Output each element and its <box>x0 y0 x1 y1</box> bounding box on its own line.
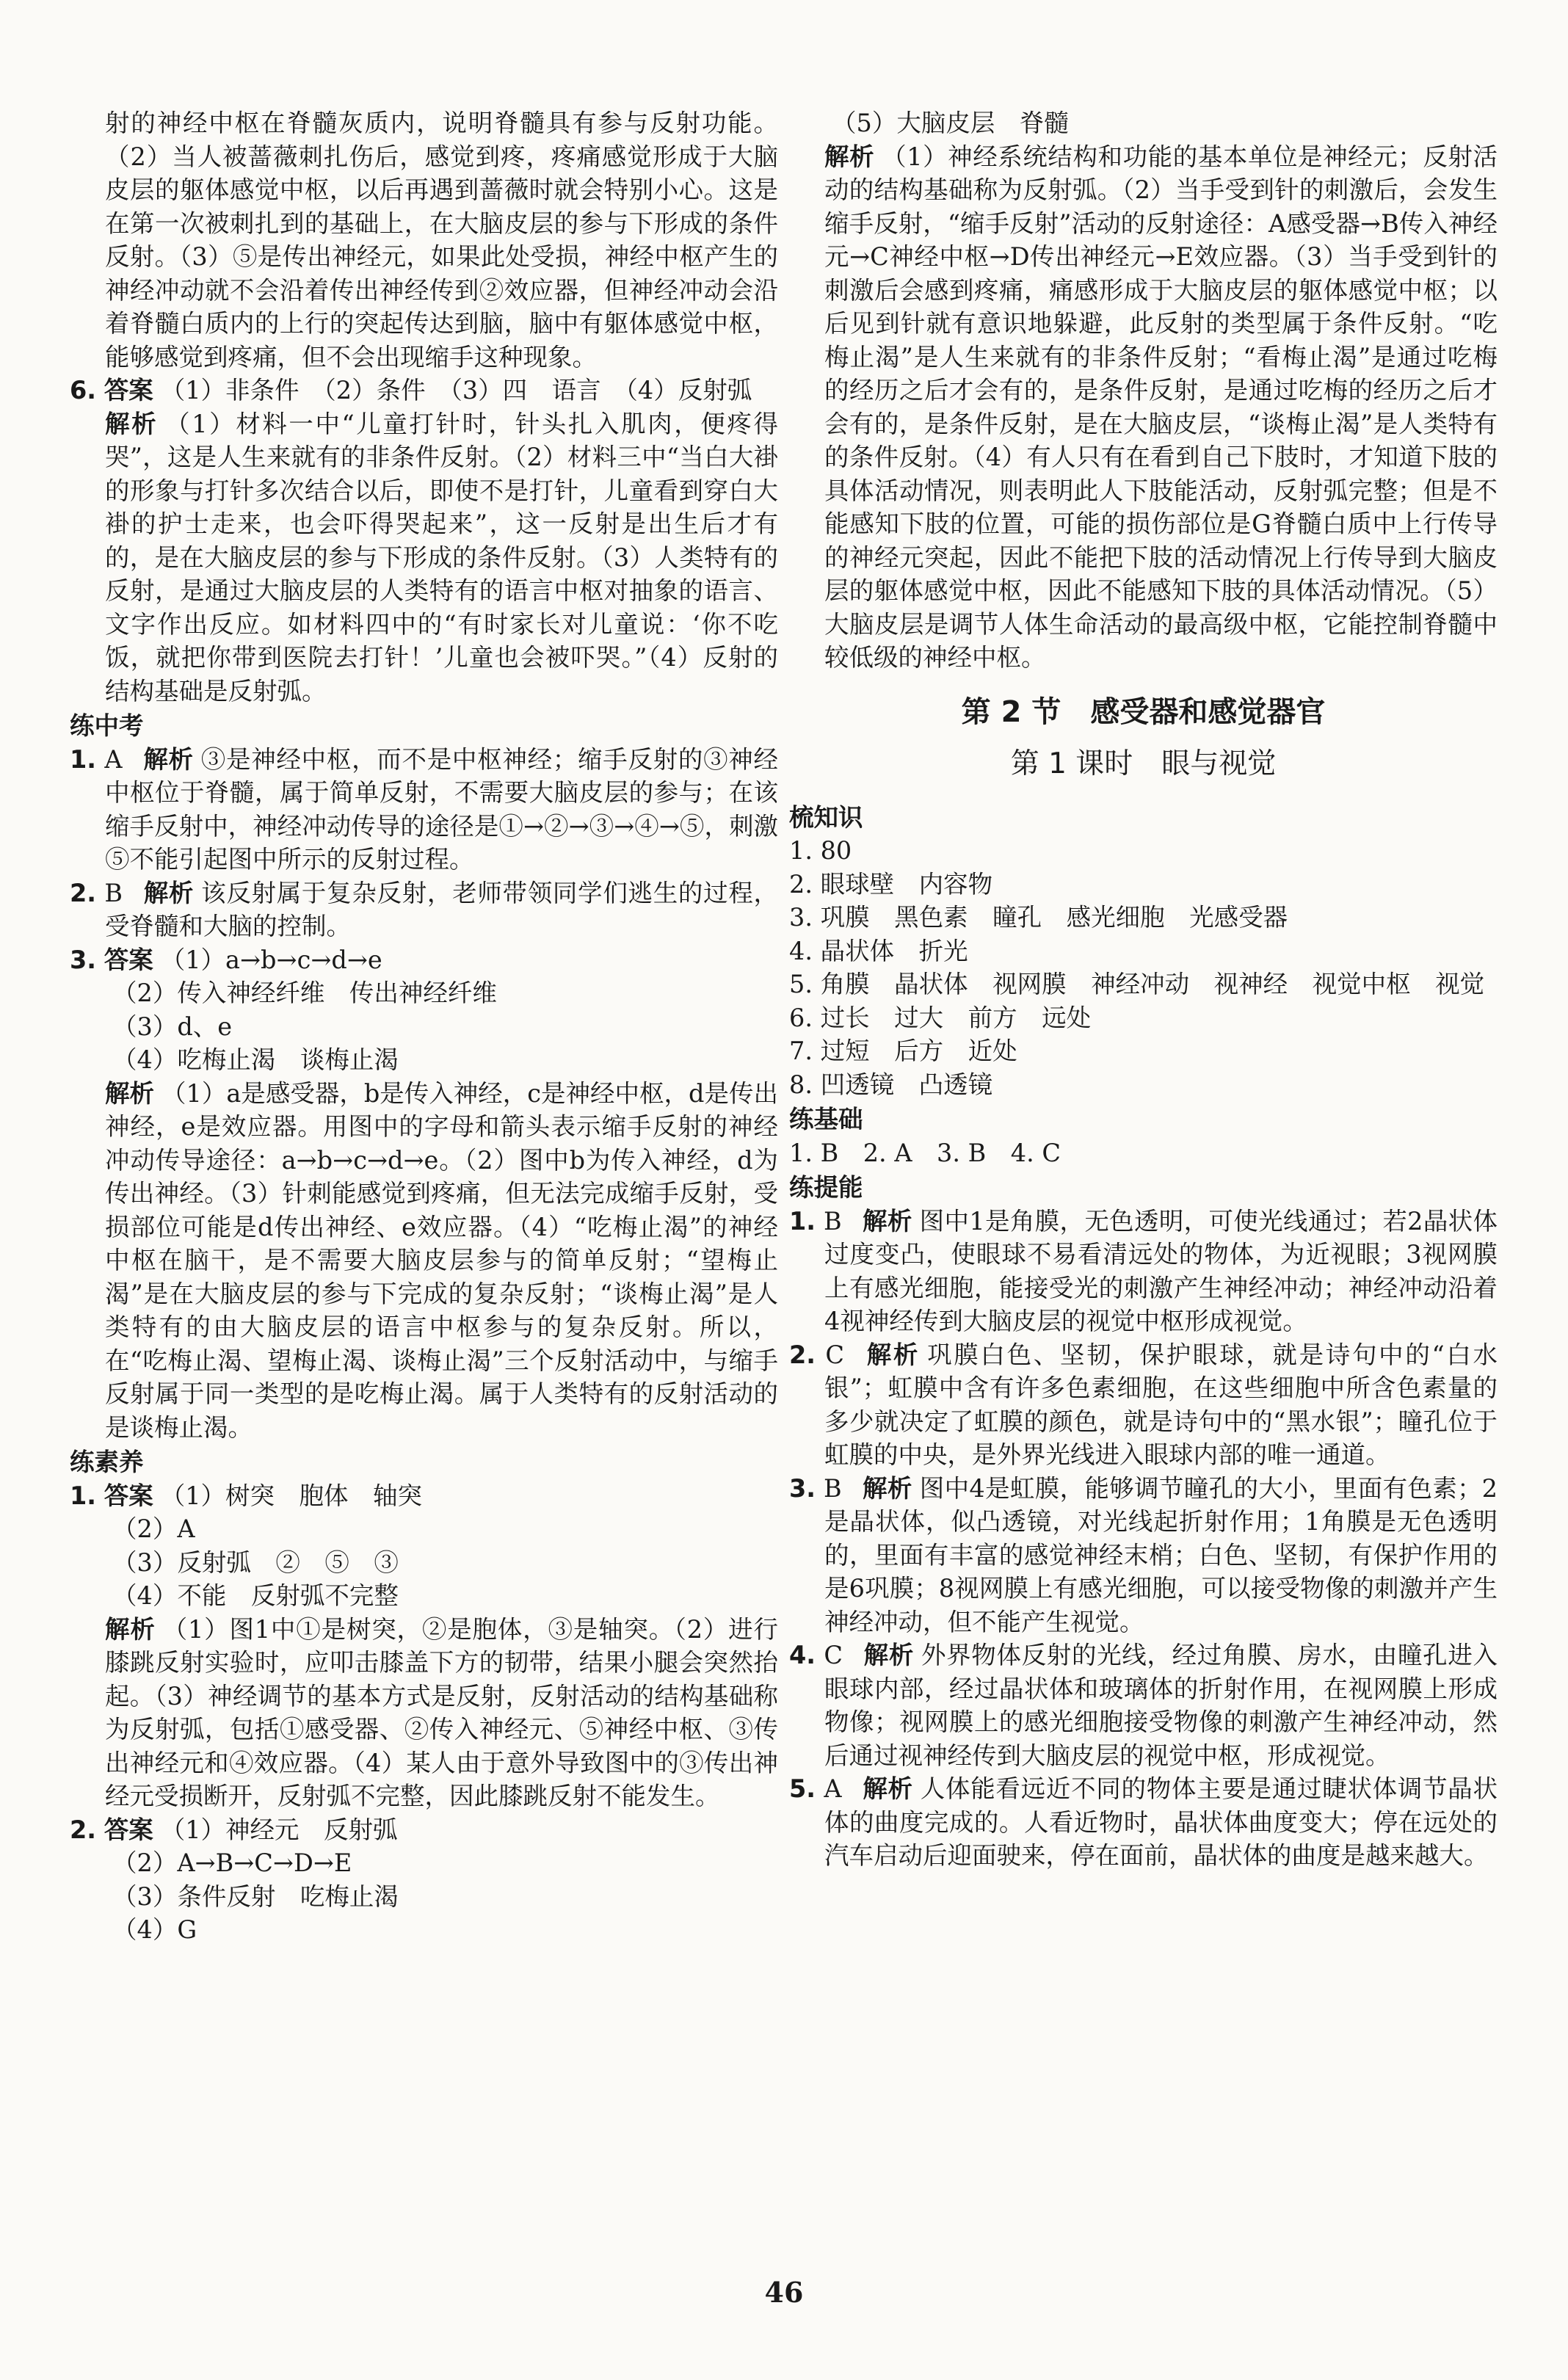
section-heading-suyang: 练素养 <box>70 1448 144 1476</box>
question-number: 1. <box>70 744 97 774</box>
question-zk1 <box>70 743 778 877</box>
answer-line: （4）不能 反射弧不完整 <box>112 1581 399 1610</box>
question-sy2 <box>70 1813 778 1847</box>
question-t3 <box>789 1472 1498 1639</box>
explanation-label: 解析 <box>862 1473 912 1503</box>
question-number: 4. <box>789 1641 816 1669</box>
question-number: 3. <box>70 945 97 974</box>
answer-choice: B <box>104 878 123 907</box>
answer-line: （2）传入神经纤维 传出神经纤维 <box>112 979 497 1007</box>
explanation-text: 外界物体反射的光线，经过角膜、房水，由瞳孔进入眼球内部，经过晶状体和玻璃体的折射作用，在视网膜上形成物像；视网膜上的感光细胞接受物像的刺激产生神经冲动，然后通过视神经传到大脑皮层的视觉中枢，形成视觉。 <box>824 1641 1498 1770</box>
answer-line: （3）条件反射 吃梅止渴 <box>112 1882 399 1911</box>
explanation-label: 解析 <box>142 744 194 774</box>
question-zk2 <box>70 877 778 943</box>
lesson-title: 第 1 课时 眼与视觉 <box>1010 747 1277 780</box>
answer-choice: C <box>824 1641 843 1669</box>
question-number: 6. <box>70 376 97 404</box>
answer-label: 答案 <box>104 376 153 404</box>
explanation-label: 解析 <box>105 1078 155 1108</box>
explanation-text: 该反射属于复杂反射，老师带领同学们逃生的过程，受脊髓和大脑的控制。 <box>105 878 779 940</box>
page-number: 46 <box>764 2276 804 2309</box>
explanation-text: （1）神经系统结构和功能的基本单位是神经元；反射活动的结构基础称为反射弧。（2）当手受到针的刺激后，会发生缩手反射，“缩手反射”活动的反射途径：A感受器→B传入神经元→C神经中枢→D传出神经元→E效应器。（3）当手受到针的刺激后会感到疼痛，痛感形成于大脑皮层的躯体感觉中枢；以后见到针就有意识地躲避，此反射的类型属于条件反射。“吃梅止渴”是人生来就有的非条件反射；“看梅止渴”是通过吃梅的经历之后才会有的，是条件反射，是通过吃梅的经历之后才会有的，是条件反射，是在大脑皮层，“谈梅止渴”是人类特有的条件反射。（4）有人只有在看到自己下肢时，才知道下肢的具体活动情况，则表明此人下肢能活动，反射弧完整；但是不能感知下肢的位置，可能的损伤部位是G脊髓白质中上行传导的神经元突起，因此不能把下肢的活动情况上行传导到大脑皮层的躯体感觉中枢，因此不能感知下肢的具体活动情况。（5）大脑皮层是调节人体生命活动的最高级中枢，它能控制脊髓中较低级的神经中枢。 <box>824 142 1498 672</box>
explanation-text: 巩膜白色、坚韧，保护眼球，就是诗句中的“白水银”；虹膜中含有许多色素细胞，在这些细胞中所含色素量的多少就决定了虹膜的颜色，就是诗句中的“黑水银”；瞳孔位于虹膜的中央，是外界光线进入眼球内部的唯一通道。 <box>824 1340 1498 1469</box>
explanation-label: 解析 <box>105 409 159 438</box>
question-number: 1. <box>789 1206 816 1236</box>
explanation-label: 解析 <box>824 142 875 171</box>
answer-label: 答案 <box>104 1481 153 1510</box>
answer-line: （1）a→b→c→d→e <box>160 945 382 974</box>
knowledge-item: 8. 凹透镜 凸透镜 <box>789 1070 993 1099</box>
explanation-label: 解析 <box>143 878 195 907</box>
explanation-text: 人体能看远近不同的物体主要是通过睫状体调节晶状体的曲度完成的。人看近物时，晶状体曲度变大；停在远处的汽车启动后迎面驶来，停在面前，晶状体的曲度是越来越大。 <box>824 1774 1498 1870</box>
answer-line: （4）G <box>112 1915 197 1944</box>
explanation <box>70 407 778 708</box>
answer-choice: A <box>104 744 123 774</box>
answer-line: （5）大脑皮层 脊髓 <box>832 109 1069 137</box>
answer-choice: B <box>824 1473 842 1503</box>
explanation-label: 解析 <box>863 1641 914 1669</box>
left-column <box>70 106 778 1947</box>
question-t5 <box>789 1772 1498 1873</box>
knowledge-item: 2. 眼球壁 内容物 <box>789 869 993 899</box>
explanation-label: 解析 <box>865 1340 921 1369</box>
right-column <box>789 106 1498 1873</box>
question-zk3 <box>70 943 778 977</box>
question-t2 <box>789 1338 1498 1472</box>
question-t1 <box>789 1205 1498 1338</box>
question-number: 2. <box>70 878 97 907</box>
question-number: 1. <box>70 1481 97 1510</box>
answer-line: （3）反射弧 ② ⑤ ③ <box>112 1548 399 1577</box>
section-heading-tineng: 练提能 <box>789 1173 863 1202</box>
explanation <box>70 1613 778 1813</box>
question-sy1 <box>70 1479 778 1513</box>
explanation-label: 解析 <box>862 1774 913 1803</box>
answer-choice: C <box>825 1340 845 1369</box>
knowledge-item: 3. 巩膜 黑色素 瞳孔 感光细胞 光感受器 <box>789 903 1288 932</box>
answer-line: （2）A <box>112 1514 195 1543</box>
explanation-text: 图中4是虹膜，能够调节瞳孔的大小，里面有色素；2是晶状体，似凸透镜，对光线起折射作用；1角膜是无色透明的，里面有丰富的感觉神经末梢；白色、坚韧，有保护作用的是6巩膜；8视网膜上有感光细胞，可以接受物像的刺激并产生神经冲动，但不能产生视觉。 <box>824 1473 1498 1636</box>
question-number: 5. <box>789 1774 816 1803</box>
question-number: 2. <box>789 1340 816 1369</box>
section-heading-jichu: 练基础 <box>789 1105 863 1133</box>
answer-line: （1）树突 胞体 轴突 <box>160 1481 423 1510</box>
section-title: 第 2 节 感受器和感觉器官 <box>961 694 1326 729</box>
answer-text: （1）非条件 （2）条件 （3）四 语言 （4）反射弧 <box>160 376 752 404</box>
answer-line: （4）吃梅止渴 谈梅止渴 <box>112 1045 399 1074</box>
answer-choice: A <box>824 1774 842 1803</box>
answer-label: 答案 <box>104 945 153 974</box>
explanation-text: （1）材料一中“儿童打针时，针头扎入肌肉，便疼得哭”，这是人生来就有的非条件反射。（2）材料三中“当白大褂的形象与打针多次结合以后，即使不是打针，儿童看到穿白大褂的护士走来，也会吓得哭起来”，这一反射是出生后才有的，是在大脑皮层的参与下形成的条件反射。（3）人类特有的反射，是通过大脑皮层的人类特有的语言中枢对抽象的语言、文字作出反应。如材料四中的“有时家长对儿童说：‘你不吃饭，就把你带到医院去打针！’儿童也会被吓哭。”（4）反射的结构基础是反射弧。 <box>105 409 778 705</box>
knowledge-item: 6. 过长 过大 前方 远处 <box>789 1003 1092 1032</box>
answer-choice: B <box>824 1206 842 1236</box>
question-number: 3. <box>789 1473 816 1503</box>
paragraph: 射的神经中枢在脊髓灰质内，说明脊髓具有参与反射功能。（2）当人被蔷薇刺扎伤后，感觉到疼，疼痛感觉形成于大脑皮层的躯体感觉中枢，以后再遇到蔷薇时就会特别小心。这是在第一次被刺扎到的基础上，在大脑皮层的参与下形成的条件反射。（3）⑤是传出神经元，如果此处受损，神经中枢产生的神经冲动就不会沿着传出神经传到②效应器，但神经冲动会沿着脊髓白质内的上行的突起传达到脑，脑中有躯体感觉中枢，能够感觉到疼痛，但不会出现缩手这种现象。 <box>105 109 778 371</box>
knowledge-item: 7. 过短 后方 近处 <box>789 1037 1017 1065</box>
section-heading-shuzhishi: 梳知识 <box>789 802 863 832</box>
answer-line: （3）d、e <box>112 1012 233 1041</box>
question-number: 2. <box>70 1815 97 1844</box>
explanation <box>70 1077 778 1445</box>
question-6 <box>70 374 778 407</box>
section-heading-zhongkao: 练中考 <box>70 711 144 740</box>
explanation-label: 解析 <box>862 1206 912 1236</box>
answer-line: （1）神经元 反射弧 <box>160 1815 398 1844</box>
explanation-label: 解析 <box>105 1614 156 1644</box>
question-t4 <box>789 1639 1498 1772</box>
basic-answers: 1. B 2. A 3. B 4. C <box>789 1138 1061 1167</box>
explanation-text: （1）图1中①是树突，②是胞体，③是轴突。（2）进行膝跳反射实验时，应叩击膝盖下方的韧带，结果小腿会突然抬起。（3）神经调节的基本方式是反射，反射活动的结构基础称为反射弧，包括①感受器、②传入神经元、⑤神经中枢、③传出神经元和④效应器。（4）某人由于意外导致图中的③传出神经元受损断开，反射弧不完整，因此膝跳反射不能发生。 <box>105 1614 778 1810</box>
knowledge-item: 5. 角膜 晶状体 视网膜 神经冲动 视神经 视觉中枢 视觉 <box>789 970 1485 998</box>
knowledge-item: 4. 晶状体 折光 <box>789 936 968 965</box>
explanation <box>789 140 1498 675</box>
answer-line: （2）A→B→C→D→E <box>112 1849 352 1877</box>
explanation-text: ③是神经中枢，而不是中枢神经；缩手反射的③神经中枢位于脊髓，属于简单反射，不需要大脑皮层的参与；在该缩手反射中，神经冲动传导的途径是①→②→③→④→⑤，刺激⑤不能引起图中所示的反射过程。 <box>105 744 779 874</box>
answer-label: 答案 <box>104 1815 153 1844</box>
explanation-text: （1）a是感受器，b是传入神经，c是神经中枢，d是传出神经，e是效应器。用图中的字母和箭头表示缩手反射的神经冲动传导途径：a→b→c→d→e。（2）图中b为传入神经，d为传出神经。（3）针刺能感觉到疼痛，但无法完成缩手反射，受损部位可能是d传出神经、e效应器。（4）“吃梅止渴”的神经中枢在脑干，是不需要大脑皮层参与的简单反射；“望梅止渴”是在大脑皮层的参与下完成的复杂反射；“谈梅止渴”是人类特有的由大脑皮层的语言中枢参与的复杂反射。所以，在“吃梅止渴、望梅止渴、谈梅止渴”三个反射活动中，与缩手反射属于同一类型的是吃梅止渴。属于人类特有的反射活动的是谈梅止渴。 <box>105 1078 779 1442</box>
explanation-text: 图中1是角膜，无色透明，可使光线通过；若2晶状体过度变凸，使眼球不易看清远处的物体，为近视眼；3视网膜上有感光细胞，能接受光的刺激产生神经冲动；神经冲动沿着4视神经传到大脑皮层的视觉中枢形成视觉。 <box>824 1206 1498 1335</box>
knowledge-item: 1. 80 <box>789 836 852 865</box>
